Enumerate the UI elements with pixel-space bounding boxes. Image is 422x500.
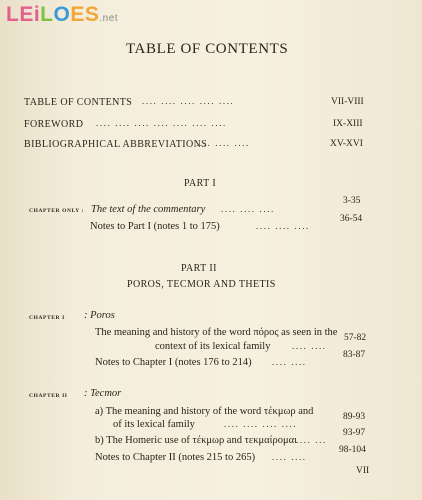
leader-dots: .... .... .... (256, 221, 310, 231)
subentry-pages: 89-93 (343, 412, 366, 422)
chapter-tag: CHAPTER II (29, 393, 68, 399)
toc-subentry: The meaning and history of the word πόρος as seen in the (95, 327, 338, 338)
toc-entry-label: FOREWORD (24, 119, 84, 130)
notes-pages: 83-87 (343, 350, 366, 360)
toc-subentry-cont: context of its lexical family (155, 341, 271, 352)
chapter-tag: CHAPTER ONLY : (29, 208, 85, 214)
toc-entry-pages: VII-VIII (331, 97, 364, 107)
notes-entry: Notes to Chapter I (notes 176 to 214) (95, 357, 252, 368)
part-heading: PART II (181, 263, 217, 274)
leader-dots: .... .... (292, 341, 327, 351)
chapter-title: The text of the commentary (91, 204, 206, 215)
leiloes-watermark-logo: LEiLOES.net (6, 3, 119, 26)
chapter-tag: CHAPTER I (29, 315, 65, 321)
subentry-pages: 93-97 (343, 428, 366, 438)
notes-pages: 36-54 (340, 214, 363, 224)
page-folio: VII (356, 466, 370, 476)
notes-pages: 98-104 (339, 445, 366, 455)
toc-entry-label: BIBLIOGRAPHICAL ABBREVIATIONS (24, 139, 208, 150)
leader-dots: .... .... (272, 357, 307, 367)
part-subtitle: POROS, TECMOR AND THETIS (127, 279, 276, 290)
leader-dots: .... .... .... .... (224, 419, 298, 429)
toc-entry-pages: IX-XIII (333, 119, 363, 129)
leader-dots: .... ... (296, 435, 327, 445)
leader-dots: .... .... .... .... .... .... .... (96, 118, 227, 128)
subentry-pages: 57-82 (344, 333, 367, 343)
leader-dots: .... .... .... (196, 138, 250, 148)
page-title: TABLE OF CONTENTS (126, 41, 289, 57)
toc-subentry: b) The Homeric use of τέκμωρ and τεκμαίρομαι (95, 435, 297, 446)
chapter-title: : Poros (84, 310, 115, 321)
chapter-title: : Tecmor (84, 388, 122, 399)
part-heading: PART I (184, 178, 217, 189)
leader-dots: .... .... .... .... .... (142, 96, 235, 106)
toc-entry-pages: XV-XVI (330, 139, 363, 149)
toc-subentry-cont: of its lexical family (113, 419, 195, 430)
toc-entry-label: TABLE OF CONTENTS (24, 97, 133, 108)
chapter-pages: 3-35 (343, 196, 361, 206)
notes-entry: Notes to Chapter II (notes 215 to 265) (95, 452, 256, 463)
toc-subentry: a) The meaning and history of the word τέκμωρ and (95, 406, 314, 417)
leader-dots: .... .... (272, 452, 307, 462)
leader-dots: .... .... .... (221, 204, 275, 214)
notes-entry: Notes to Part I (notes 1 to 175) (90, 221, 220, 232)
